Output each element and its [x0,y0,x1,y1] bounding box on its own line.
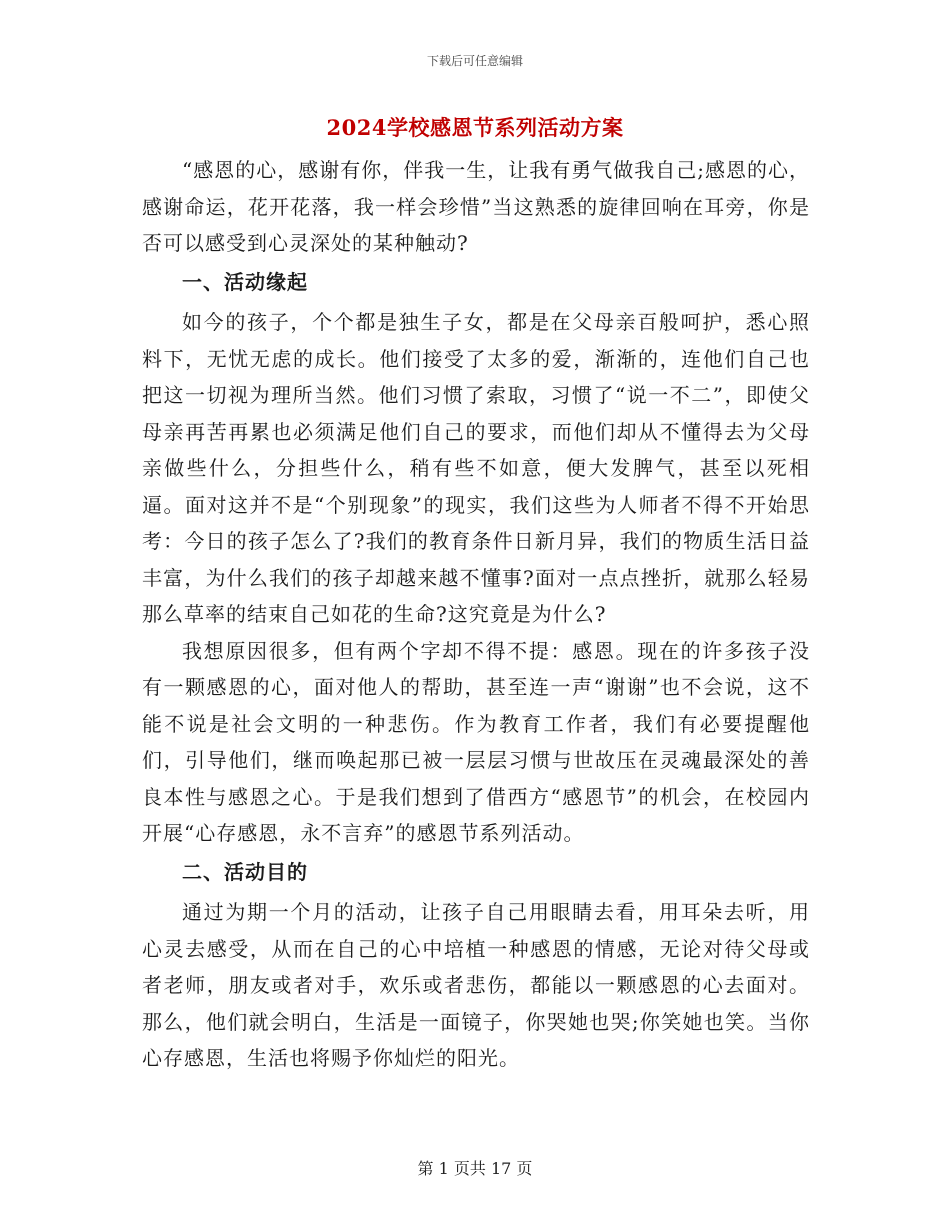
body-paragraph: 通过为期一个月的活动，让孩子自己用眼睛去看，用耳朵去听，用心灵去感受，从而在自己的心中培植一种感恩的情感，无论对待父母或者老师，朋友或者对手，欢乐或者悲伤，都能以一颗感恩的心去面对。那么，他们就会明白，生活是一面镜子，你哭她也哭;你笑她也笑。当你心存感恩，生活也将赐予你灿烂的阳光。 [142,900,810,1070]
body-paragraph: 我想原因很多，但有两个字却不得不提：感恩。现在的许多孩子没有一颗感恩的心，面对他人的帮助，甚至连一声“谢谢”也不会说，这不能不说是社会文明的一种悲伤。作为教育工作者，我们有必要提醒他们，引导他们，继而唤起那已被一层层习惯与世故压在灵魂最深处的善良本性与感恩之心。于是我们想到了借西方“感恩节”的机会，在校园内开展“心存感恩，永不言弃”的感恩节系列活动。 [142,638,810,845]
document-body [142,152,810,1077]
intro-paragraph: “感恩的心，感谢有你，伴我一生，让我有勇气做我自己;感恩的心，感谢命运，花开花落，我一样会珍惜”当这熟悉的旋律回响在耳旁，你是否可以感受到心灵深处的某种触动? [142,158,810,255]
section-heading-purpose: 二、活动目的 [182,859,308,884]
document-title: 2024学校感恩节系列活动方案 [326,115,624,140]
section-heading-origin: 一、活动缘起 [182,269,308,294]
page-header: 下载后可任意编辑 [426,54,523,68]
page-number: 第 1 页共 17 页 [417,1159,533,1178]
body-paragraph: 如今的孩子，个个都是独生子女，都是在父母亲百般呵护，悉心照料下，无忧无虑的成长。他们接受了太多的爱，渐渐的，连他们自己也把这一切视为理所当然。他们习惯了索取，习惯了“说一不二”，即使父母亲再苦再累也必须满足他们自己的要求，而他们却从不懂得去为父母亲做些什么，分担些什么，稍有些不如意，便大发脾气，甚至以死相逼。面对这并不是“个别现象”的现实，我们这些为人师者不得不开始思考：今日的孩子怎么了?我们的教育条件日新月异，我们的物质生活日益丰富，为什么我们的孩子却越来越不懂事?面对一点点挫折，就那么轻易那么草率的结束自己如花的生命?这究竟是为什么? [142,310,810,626]
